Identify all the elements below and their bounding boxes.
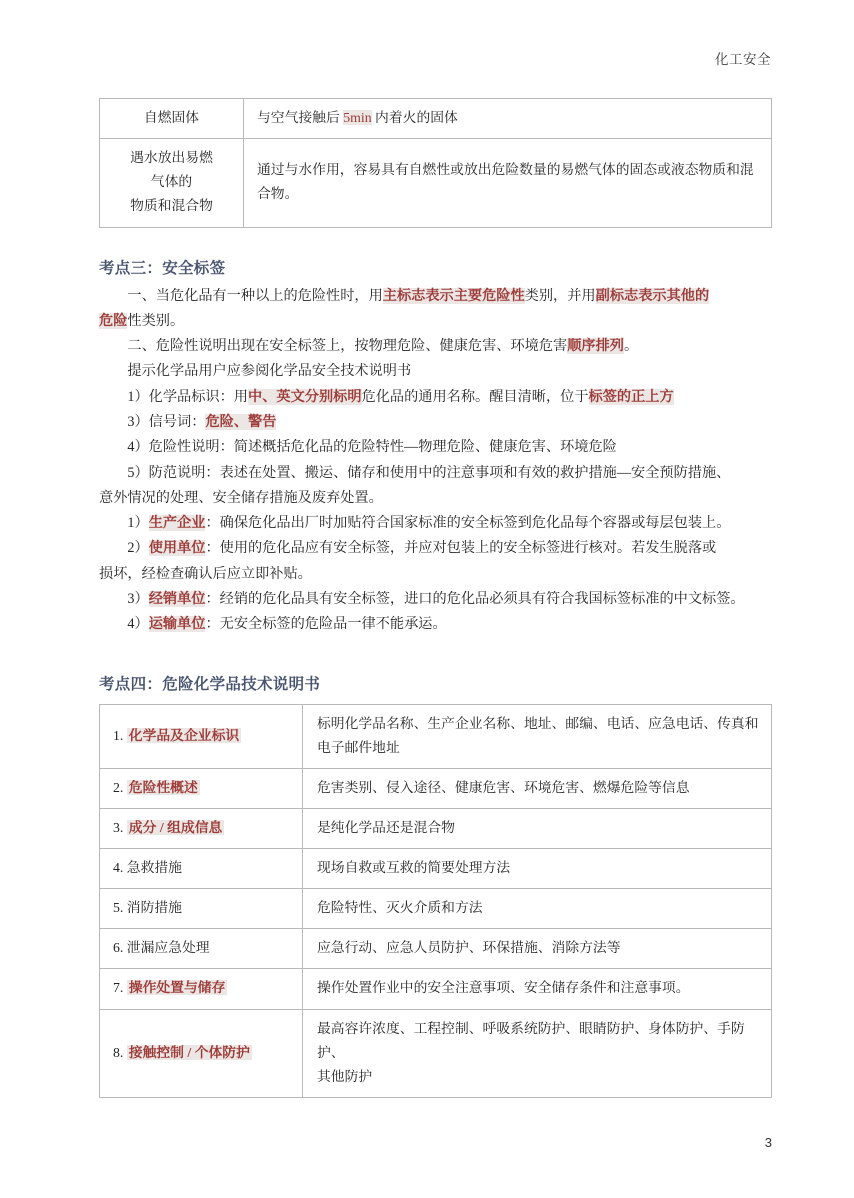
hazard-class-label-1: 自燃固体 <box>100 99 244 139</box>
desc-line: 是纯化学品还是混合物 <box>317 819 455 835</box>
msds-section-description <box>303 929 772 969</box>
highlighted-text: 副标志表示其他的 <box>595 287 710 304</box>
desc-line: 标明化学品名称、生产企业名称、地址、邮编、电话、应急电话、传真和 <box>317 715 759 731</box>
table-row <box>100 889 772 929</box>
paragraph-7 <box>99 461 772 486</box>
msds-section-description <box>303 808 772 848</box>
hazard-desc-post: 内着火的固体 <box>371 110 458 125</box>
page-number: 3 <box>764 1135 772 1150</box>
body-text: 4） <box>127 616 149 633</box>
body-text: ：无安全标签的危险品一律不能承运。 <box>205 616 447 633</box>
msds-section-number: 2. <box>113 779 127 795</box>
body-text: ：确保危化品出厂时加贴符合国家标准的安全标签到危化品每个容器或每层包装上。 <box>205 515 731 532</box>
paragraph-5 <box>99 410 772 435</box>
desc-line: 危险特性、灭火介质和方法 <box>317 900 483 916</box>
desc-line: 通过与水作用，容易具有自燃性或放出危险数量的易燃气体的固态或液态物质和混 <box>257 162 754 178</box>
msds-section-label <box>100 849 303 889</box>
msds-section-title: 成分 / 组成信息 <box>128 819 223 835</box>
highlighted-text: 运输单位 <box>148 616 206 633</box>
label-line: 物质和混合物 <box>130 198 213 214</box>
msds-section-label <box>100 808 303 848</box>
hazard-class-label-2 <box>100 139 244 227</box>
body-text: 二、危险性说明出现在安全标签上，按物理危险、健康危害、环境危害 <box>127 338 568 355</box>
msds-section-description <box>303 768 772 808</box>
msds-section-label <box>100 929 303 969</box>
table-row <box>100 139 772 227</box>
table-hazard-classes-body <box>100 99 772 228</box>
highlighted-text: 顺序排列 <box>567 338 624 355</box>
paragraph-9 <box>99 536 772 561</box>
label-line: 气体的 <box>150 174 193 190</box>
desc-line: 合物。 <box>257 186 299 202</box>
desc-multiline <box>317 936 761 960</box>
body-text: 损坏，经检查确认后应立即补贴。 <box>99 565 312 582</box>
label-multiline <box>110 146 233 218</box>
highlighted-text: 生产企业 <box>148 515 206 532</box>
desc-line: 最高容许浓度、工程控制、呼吸系统防护、眼睛防护、身体防护、手防护、 <box>317 1020 745 1060</box>
section-heading-kaodian-3: 考点三：安全标签 <box>99 259 226 277</box>
table-row <box>100 969 772 1009</box>
desc-multiline <box>317 816 761 840</box>
desc-multiline <box>317 1017 761 1089</box>
msds-section-number: 8. <box>113 1044 127 1060</box>
paragraph-4 <box>99 385 772 410</box>
msds-section-description <box>303 704 772 768</box>
msds-section-description <box>303 889 772 929</box>
body-text: 意外情况的处理、安全储存措施及废弃处置。 <box>99 489 383 506</box>
body-text: 3）信号词： <box>127 413 206 430</box>
msds-section-title: 泄漏应急处理 <box>126 940 210 956</box>
paragraph-11 <box>99 612 772 637</box>
body-text: 1）化学品标识：用 <box>127 388 248 405</box>
highlighted-text: 主标志表示主要危险性 <box>382 287 525 304</box>
msds-section-number: 7. <box>113 980 127 996</box>
body-text: 3） <box>127 590 149 607</box>
hazard-desc-pre: 与空气接触后 <box>257 110 344 125</box>
hazard-desc-highlight: 5min <box>343 110 372 125</box>
msds-section-number: 4. <box>113 860 127 876</box>
msds-section-title: 消防措施 <box>126 900 182 916</box>
msds-section-number: 1. <box>113 727 127 743</box>
msds-section-title: 操作处置与储存 <box>128 980 226 996</box>
table-row <box>100 768 772 808</box>
label-line: 遇水放出易燃 <box>130 150 213 166</box>
msds-section-number: 3. <box>113 819 127 835</box>
desc-multiline <box>257 158 761 206</box>
desc-line: 应急行动、应急人员防护、环保措施、消除方法等 <box>317 940 621 956</box>
body-text: ：经销的危化品具有安全标签，进口的危化品必须具有符合我国标签标准的中文标签。 <box>205 590 745 607</box>
table-msds-sections-body <box>100 704 772 1098</box>
table-row <box>100 849 772 889</box>
desc-multiline <box>317 896 761 920</box>
desc-multiline <box>317 712 761 760</box>
section3-body <box>99 284 772 638</box>
hazard-class-desc-1 <box>244 99 772 139</box>
body-text: 类别，并用 <box>524 287 596 304</box>
desc-multiline <box>317 976 761 1000</box>
msds-section-description <box>303 969 772 1009</box>
paragraph-10 <box>99 587 772 612</box>
body-text: 5）防范说明：表述在处置、搬运、储存和使用中的注意事项和有效的救护措施—安全预防措施、 <box>127 464 731 481</box>
msds-section-label <box>100 768 303 808</box>
msds-section-title: 危险性概述 <box>128 779 198 795</box>
highlighted-text: 标签的正上方 <box>588 388 674 405</box>
body-text: 性类别。 <box>127 312 185 329</box>
msds-section-label <box>100 889 303 929</box>
desc-line: 操作处置作业中的安全注意事项、安全储存条件和注意事项。 <box>317 980 690 996</box>
desc-multiline <box>317 856 761 880</box>
paragraph-9b <box>99 562 772 587</box>
msds-section-description <box>303 849 772 889</box>
table-msds-sections <box>99 704 772 1099</box>
desc-line: 电子邮件地址 <box>317 739 400 755</box>
msds-section-label <box>100 969 303 1009</box>
desc-line: 现场自救或互救的简要处理方法 <box>317 860 511 876</box>
desc-line: 其他防护 <box>317 1068 373 1084</box>
paragraph-1 <box>99 284 772 309</box>
msds-section-number: 5. <box>113 900 127 916</box>
document-content <box>99 98 772 1098</box>
msds-section-label <box>100 704 303 768</box>
msds-section-number: 6. <box>113 940 127 956</box>
msds-section-title: 化学品及企业标识 <box>128 727 240 743</box>
body-text: 提示化学品用户应参阅化学品安全技术说明书 <box>127 363 412 380</box>
highlighted-text: 经销单位 <box>148 590 206 607</box>
msds-section-label <box>100 1009 303 1097</box>
body-text: 。 <box>623 338 639 355</box>
body-text: 1） <box>127 515 149 532</box>
desc-multiline <box>317 776 761 800</box>
paragraph-3 <box>99 359 772 384</box>
table-row <box>100 704 772 768</box>
highlighted-text: 危险、警告 <box>205 413 277 430</box>
body-text: ：使用的危化品应有安全标签，并应对包装上的安全标签进行核对。若发生脱落或 <box>205 540 717 557</box>
table-hazard-classes <box>99 98 772 228</box>
page-header-title: 化工安全 <box>715 52 771 67</box>
body-text: 危化品的通用名称。醒目清晰，位于 <box>361 388 589 405</box>
body-text: 4）危险性说明：简述概括危化品的危险特性—物理危险、健康危害、环境危险 <box>127 439 617 456</box>
table-row <box>100 929 772 969</box>
body-text: 2） <box>127 540 149 557</box>
highlighted-text: 危险 <box>99 312 128 329</box>
hazard-class-desc-2 <box>244 139 772 227</box>
table-row <box>100 808 772 848</box>
paragraph-8 <box>99 511 772 536</box>
paragraph-7b <box>99 486 772 511</box>
paragraph-2 <box>99 334 772 359</box>
body-text: 一、当危化品有一种以上的危险性时，用 <box>127 287 383 304</box>
paragraph-6 <box>99 435 772 460</box>
paragraph-1b <box>99 309 772 334</box>
desc-line: 危害类别、侵入途径、健康危害、环境危害、燃爆危险等信息 <box>317 779 690 795</box>
table-row <box>100 1009 772 1097</box>
msds-section-title: 接触控制 / 个体防护 <box>128 1044 250 1060</box>
highlighted-text: 中、英文分别标明 <box>248 388 362 405</box>
highlighted-text: 使用单位 <box>148 540 206 557</box>
table-row <box>100 99 772 139</box>
msds-section-title: 急救措施 <box>126 860 182 876</box>
section-heading-kaodian-4: 考点四：危险化学品技术说明书 <box>99 675 321 693</box>
msds-section-description <box>303 1009 772 1097</box>
